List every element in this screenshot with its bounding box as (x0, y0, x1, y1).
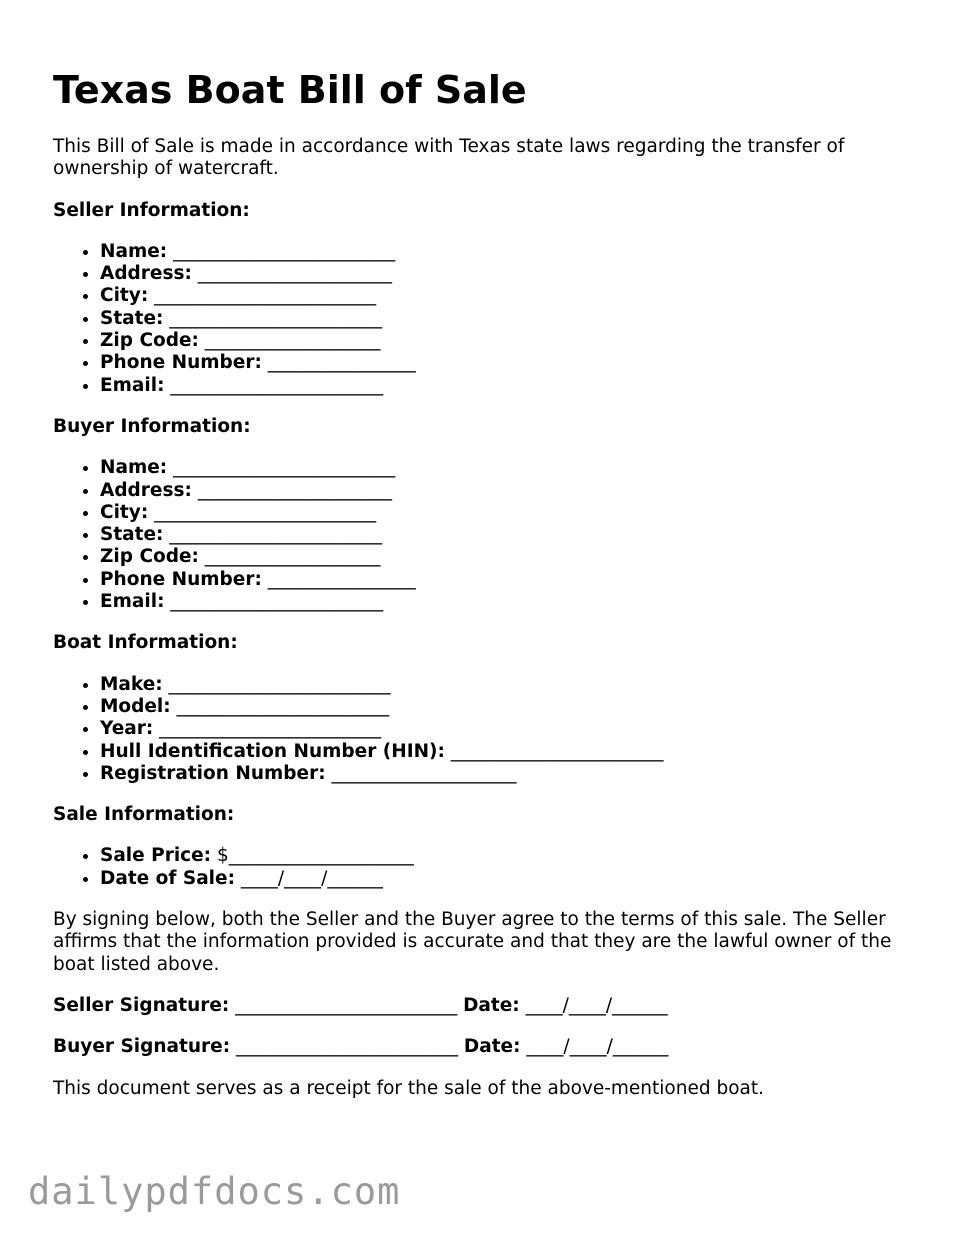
field-blank: ____/____/______ (234, 867, 383, 889)
boat-field-list (53, 674, 923, 785)
field-label: Sale Price: (100, 845, 212, 867)
buyer-state-field (100, 524, 923, 546)
sale-section-heading: Sale Information: (53, 804, 235, 826)
watermark-text: dailypdfdocs.com (28, 1170, 401, 1213)
field-label: Zip Code: (100, 330, 199, 352)
sale-field-list (53, 845, 923, 890)
seller-email-field (100, 375, 923, 397)
field-blank: ________________________ (148, 285, 377, 307)
field-blank: _______________________ (444, 740, 664, 762)
field-label: State: (100, 524, 164, 546)
seller-section-heading: Seller Information: (53, 199, 250, 221)
field-label: City: (100, 285, 149, 307)
field-label: Phone Number: (100, 568, 262, 590)
field-blank: ________________ (261, 352, 416, 374)
buyer-email-field (100, 591, 923, 613)
field-label: Address: (100, 263, 192, 285)
field-label: Hull Identification Number (HIN): (100, 740, 445, 762)
sale-price-field (100, 845, 923, 867)
field-label: Name: (100, 457, 168, 479)
field-label: Zip Code: (100, 546, 199, 568)
sale-date-field (100, 868, 923, 890)
field-blank: _____________________ (191, 479, 393, 501)
seller-name-field (100, 241, 923, 263)
boat-registration-field (100, 763, 923, 785)
field-label: State: (100, 307, 164, 329)
buyer-name-field (100, 457, 923, 479)
seller-city-field (100, 285, 923, 307)
field-label: Date of Sale: (100, 867, 235, 889)
seller-state-field (100, 308, 923, 330)
seller-address-field (100, 263, 923, 285)
field-label: Make: (100, 673, 163, 695)
buyer-date-label: Date: (463, 1036, 521, 1058)
intro-paragraph: This Bill of Sale is made in accordance with Texas state laws regarding the transfer of ownership of watercraft. (53, 136, 845, 180)
boat-model-field (100, 696, 923, 718)
field-blank: ___________________ (198, 330, 381, 352)
buyer-signature-line (53, 1036, 923, 1058)
seller-signature-line (53, 995, 923, 1017)
seller-field-list (53, 241, 923, 397)
field-label: Registration Number: (100, 762, 326, 784)
field-blank: _______________________ (163, 524, 383, 546)
field-label: Email: (100, 591, 165, 613)
buyer-zip-field (100, 546, 923, 568)
field-label: Address: (100, 479, 192, 501)
buyer-date-blank: ____/____/______ (520, 1036, 669, 1058)
field-blank: ________________________ (153, 718, 382, 740)
agreement-paragraph: By signing below, both the Seller and the Buyer agree to the terms of this sale. The Seller affirms that the information provided is accurate and that they are the lawful owner of the boat listed above. (53, 909, 892, 975)
buyer-field-list (53, 457, 923, 613)
field-blank: _______________________ (164, 374, 384, 396)
buyer-signature-blank: ________________________ (230, 1036, 464, 1058)
bill-of-sale-document (53, 66, 923, 1100)
seller-zip-field (100, 330, 923, 352)
receipt-note: This document serves as a receipt for the sale of the above-mentioned boat. (53, 1077, 765, 1099)
field-label: Model: (100, 695, 171, 717)
field-blank: $____________________ (211, 845, 414, 867)
seller-phone-field (100, 352, 923, 374)
field-label: Year: (100, 718, 154, 740)
field-blank: _______________________ (170, 695, 390, 717)
field-label: Name: (100, 240, 168, 262)
boat-section-heading: Boat Information: (53, 632, 238, 654)
field-label: Phone Number: (100, 352, 262, 374)
boat-make-field (100, 674, 923, 696)
buyer-address-field (100, 480, 923, 502)
buyer-section-heading: Buyer Information: (53, 415, 251, 437)
field-blank: ________________________ (167, 457, 396, 479)
field-label: City: (100, 501, 149, 523)
boat-hin-field (100, 741, 923, 763)
field-blank: ________________________ (148, 501, 377, 523)
field-blank: ________________________ (162, 673, 391, 695)
field-blank: _______________________ (163, 307, 383, 329)
field-blank: _____________________ (191, 263, 393, 285)
field-blank: ________________ (261, 568, 416, 590)
field-label: Email: (100, 374, 165, 396)
buyer-signature-label: Buyer Signature: (53, 1036, 231, 1058)
seller-signature-label: Seller Signature: (53, 994, 230, 1016)
boat-year-field (100, 718, 923, 740)
field-blank: ___________________ (198, 546, 381, 568)
field-blank: ____________________ (325, 762, 517, 784)
seller-signature-blank: ________________________ (229, 994, 464, 1016)
document-title: Texas Boat Bill of Sale (53, 68, 527, 112)
field-blank: ________________________ (167, 240, 396, 262)
buyer-phone-field (100, 569, 923, 591)
buyer-city-field (100, 502, 923, 524)
seller-date-blank: ____/____/______ (519, 994, 668, 1016)
field-blank: _______________________ (164, 591, 384, 613)
seller-date-label: Date: (463, 994, 520, 1016)
